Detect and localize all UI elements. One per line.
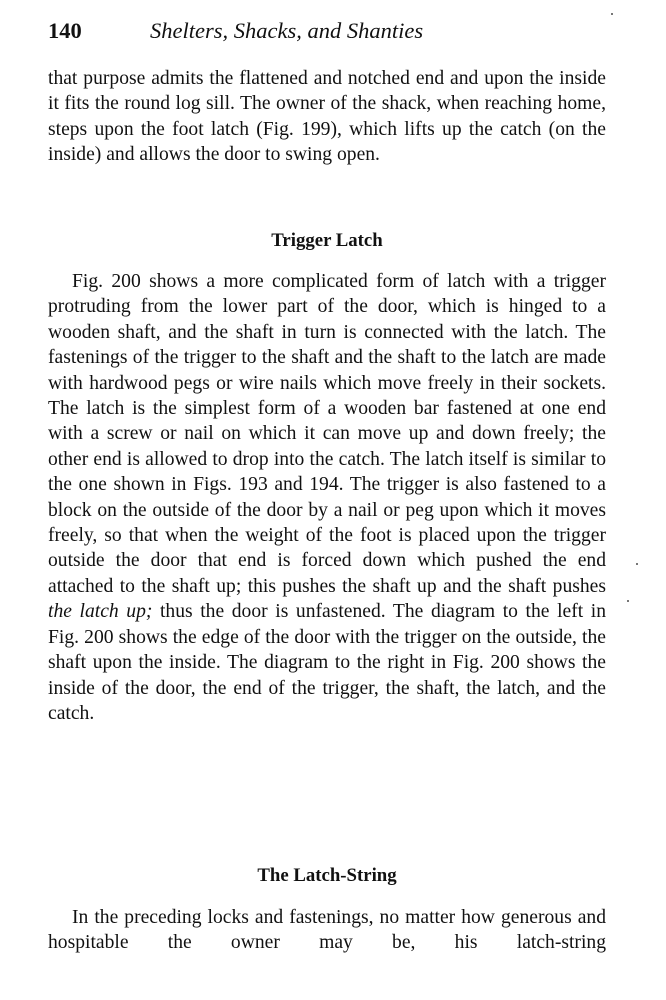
scan-speck: [636, 563, 638, 565]
continued-paragraph: that purpose admits the flattened and notched end and upon the inside it fits the round log sill. The owner of the shack, when reaching home, steps upon the foot latch (Fig. 199), which lifts up the catch (on the inside) and allows the door to swing open.: [48, 68, 606, 166]
running-head: [48, 14, 608, 48]
running-title: Shelters, Shacks, and Shanties: [150, 18, 424, 43]
page-number: 140: [48, 18, 82, 43]
section-heading-trigger-latch: Trigger Latch: [271, 230, 383, 251]
section-heading-latch-string: The Latch-String: [257, 865, 397, 886]
scan-speck: [627, 600, 629, 602]
emphasized-phrase: the latch up;: [48, 601, 153, 623]
latch-string-paragraph: In the preceding locks and fastenings, no matter how generous and hospitable the owner may be, his latch-string: [48, 907, 606, 954]
trigger-latch-text-start: Fig. 200 shows a more complicated form of latch with a trigger protruding from the lower part of the door, which is hinged to a wooden shaft, and the shaft in turn is connected with the latch. The fastenings of the trigger to the shaft and the shaft to the latch are made with hardwood pegs or wire nails which move freely in their sockets. The latch is the simplest form of a wooden bar fastened at one end with a screw or nail on which it can move up and down freely; the other end is allowed to drop into the catch. The latch itself is similar to the one shown in Figs. 193 and 194. The trigger is also fastened to a block on the outside of the door by a nail or peg upon which it moves freely, so that when the weight of the foot is placed upon the trigger outside the door that end is forced down which pushed the end attached to the shaft up; this pushes the shaft up and the shaft pushes: [48, 271, 606, 597]
scan-speck: [611, 13, 613, 15]
trigger-latch-text-end: thus the door is unfastened. The diagram to the left in Fig. 200 shows the edge of the door with the trigger on the outside, the shaft upon the inside. The diagram to the right in Fig. 200 shows the inside of the door, the end of the trigger, the shaft, the latch, and the catch.: [48, 601, 606, 724]
trigger-latch-paragraph: [48, 269, 606, 726]
